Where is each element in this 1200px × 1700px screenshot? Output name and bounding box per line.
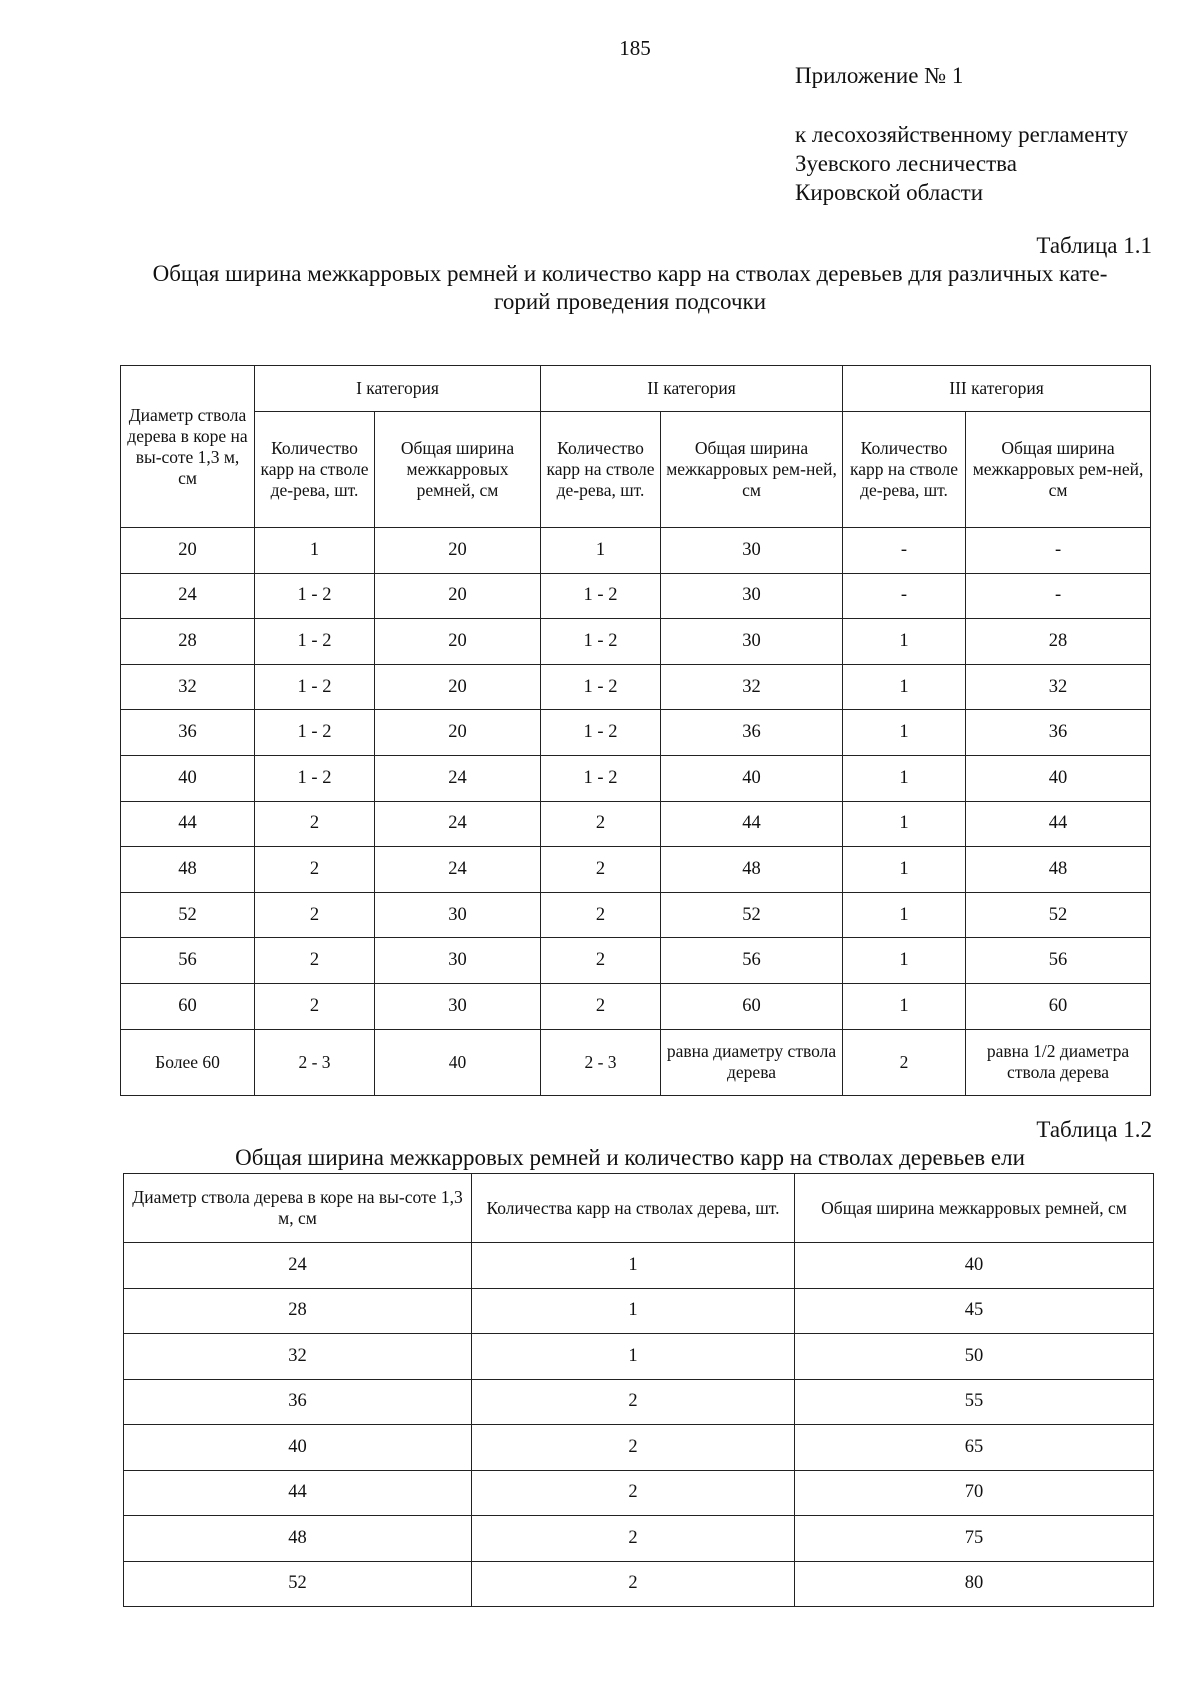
table-cell: 2	[255, 983, 375, 1029]
appendix-line: Зуевского лесничества	[795, 151, 1017, 176]
table-cell: 1 - 2	[541, 755, 661, 801]
table-cell: 1	[843, 801, 966, 847]
table-cell: 1 - 2	[255, 755, 375, 801]
header-cat1-count: Количество карр на стволе де-рева, шт.	[255, 412, 375, 528]
table-cell: 48	[121, 847, 255, 893]
table-cell: 2	[541, 847, 661, 893]
table-cell: 24	[375, 847, 541, 893]
table-cell: 40	[795, 1243, 1154, 1289]
table-cell: 2	[472, 1379, 795, 1425]
table-cell: 44	[124, 1470, 472, 1516]
page-number: 185	[619, 36, 651, 60]
table-row	[124, 1288, 1154, 1334]
table-row	[121, 619, 1151, 665]
table-cell: равна 1/2 диаметра ствола дерева	[966, 1029, 1151, 1095]
table-cell: 2	[541, 938, 661, 984]
table-cell: 28	[124, 1288, 472, 1334]
table-cell: 30	[375, 892, 541, 938]
table-cell: 30	[661, 573, 843, 619]
table-row	[124, 1561, 1154, 1607]
table-cell: 32	[966, 664, 1151, 710]
table-row	[121, 847, 1151, 893]
header-category-1: I категория	[255, 366, 541, 412]
table-cell: 30	[375, 983, 541, 1029]
header-diameter: Диаметр ствола дерева в коре на вы-соте 1,3 м, см	[124, 1174, 472, 1243]
table-cell: 40	[124, 1425, 472, 1471]
table-cell: 1 - 2	[255, 619, 375, 665]
table-cell: 70	[795, 1470, 1154, 1516]
table-row	[121, 801, 1151, 847]
table-cell: 65	[795, 1425, 1154, 1471]
table-cell: 24	[375, 801, 541, 847]
table-cell: 28	[121, 619, 255, 665]
table-cell: 1 - 2	[255, 664, 375, 710]
table-cell: -	[843, 573, 966, 619]
table-row	[121, 1029, 1151, 1095]
table-cell: 44	[966, 801, 1151, 847]
table1-caption	[110, 260, 1150, 316]
table-cell: 32	[661, 664, 843, 710]
table-cell: 40	[121, 755, 255, 801]
header-diameter: Диаметр ствола дерева в коре на вы-соте 1,3 м, см	[121, 366, 255, 528]
tapping-categories-table	[120, 365, 1151, 1096]
table-cell: 2	[472, 1470, 795, 1516]
table-row	[121, 755, 1151, 801]
table-cell: 2	[541, 892, 661, 938]
table-cell: 48	[661, 847, 843, 893]
table-row	[121, 710, 1151, 756]
appendix-subtitle	[795, 120, 1128, 207]
table-cell: 60	[966, 983, 1151, 1029]
table-cell: 2	[255, 892, 375, 938]
table2-label: Таблица 1.2	[1036, 1117, 1152, 1142]
table-cell: 60	[121, 983, 255, 1029]
table-cell: 32	[124, 1334, 472, 1380]
table-cell: 36	[661, 710, 843, 756]
table-cell: 30	[661, 528, 843, 574]
table-cell: 2	[843, 1029, 966, 1095]
table-cell: 32	[121, 664, 255, 710]
table-row	[124, 1470, 1154, 1516]
table-cell: 1	[472, 1243, 795, 1289]
table-cell: 48	[966, 847, 1151, 893]
table-cell: 52	[121, 892, 255, 938]
header-category-3: III категория	[843, 366, 1151, 412]
header-cat3-width: Общая ширина межкарровых рем-ней, см	[966, 412, 1151, 528]
table-cell: -	[966, 528, 1151, 574]
table-cell: 55	[795, 1379, 1154, 1425]
table-cell: 50	[795, 1334, 1154, 1380]
table1-label: Таблица 1.1	[1036, 233, 1152, 258]
table-cell: 48	[124, 1516, 472, 1562]
table-cell: 1 - 2	[541, 710, 661, 756]
table-cell: 1	[255, 528, 375, 574]
table-cell: равна диаметру ствола дерева	[661, 1029, 843, 1095]
table1-caption-line: Общая ширина межкарровых ремней и количество карр на стволах деревьев для различных кате-	[152, 261, 1108, 286]
table-cell: 1	[843, 710, 966, 756]
table-cell: 24	[375, 755, 541, 801]
table-cell: 1	[472, 1288, 795, 1334]
table2-caption: Общая ширина межкарровых ремней и количество карр на стволах деревьев ели	[235, 1145, 1025, 1170]
table-cell: 20	[121, 528, 255, 574]
table-cell: 45	[795, 1288, 1154, 1334]
table-cell: 2	[541, 801, 661, 847]
table-cell: 1	[843, 755, 966, 801]
table-row	[121, 664, 1151, 710]
table-cell: 56	[966, 938, 1151, 984]
table-cell: 1 - 2	[541, 664, 661, 710]
table-cell: 56	[121, 938, 255, 984]
table-cell: 44	[121, 801, 255, 847]
table-cell: 2	[472, 1425, 795, 1471]
header-count: Количества карр на стволах дерева, шт.	[472, 1174, 795, 1243]
table-cell: 1	[843, 664, 966, 710]
table-cell: 30	[375, 938, 541, 984]
table-cell: 75	[795, 1516, 1154, 1562]
table-cell: 36	[121, 710, 255, 756]
table-cell: 1	[472, 1334, 795, 1380]
table-cell: -	[966, 573, 1151, 619]
appendix-title: Приложение № 1	[795, 63, 964, 88]
table-row	[121, 573, 1151, 619]
table-cell: 44	[661, 801, 843, 847]
appendix-line: к лесохозяйственному регламенту	[795, 122, 1129, 147]
header-cat1-width: Общая ширина межкарровых ремней, см	[375, 412, 541, 528]
header-cat2-width: Общая ширина межкарровых рем-ней, см	[661, 412, 843, 528]
table-cell: 40	[966, 755, 1151, 801]
table-cell: 20	[375, 710, 541, 756]
table-cell: 1 - 2	[255, 710, 375, 756]
table-cell: 24	[121, 573, 255, 619]
table-row	[121, 528, 1151, 574]
table-cell: 40	[661, 755, 843, 801]
table-cell: 28	[966, 619, 1151, 665]
table-cell: 52	[661, 892, 843, 938]
table-row	[124, 1334, 1154, 1380]
table-cell: 20	[375, 619, 541, 665]
table-cell: 2 - 3	[541, 1029, 661, 1095]
table-row	[121, 938, 1151, 984]
table-cell: 36	[124, 1379, 472, 1425]
table-cell: -	[843, 528, 966, 574]
table-cell: 20	[375, 664, 541, 710]
spruce-table	[123, 1173, 1154, 1607]
table-cell: 2	[472, 1561, 795, 1607]
table-cell: 2	[255, 801, 375, 847]
table-cell: 20	[375, 528, 541, 574]
table-cell: 1 - 2	[255, 573, 375, 619]
table-cell: 36	[966, 710, 1151, 756]
table-cell: 1	[843, 892, 966, 938]
table-cell: 1	[843, 847, 966, 893]
table-cell: 1	[541, 528, 661, 574]
table-row	[124, 1425, 1154, 1471]
table-cell: 1 - 2	[541, 619, 661, 665]
table-row	[124, 1516, 1154, 1562]
table-cell: 2	[541, 983, 661, 1029]
header-cat3-count: Количество карр на стволе де-рева, шт.	[843, 412, 966, 528]
header-category-2: II категория	[541, 366, 843, 412]
table-cell: 52	[966, 892, 1151, 938]
table-cell: 1	[843, 983, 966, 1029]
table-row	[124, 1243, 1154, 1289]
table-row	[121, 892, 1151, 938]
table-cell: 60	[661, 983, 843, 1029]
header-cat2-count: Количество карр на стволе де-рева, шт.	[541, 412, 661, 528]
table-cell: 56	[661, 938, 843, 984]
table-cell: 52	[124, 1561, 472, 1607]
table-cell: 20	[375, 573, 541, 619]
table1-caption-line: горий проведения подсочки	[493, 289, 767, 314]
table-cell: 30	[661, 619, 843, 665]
table-cell: 24	[124, 1243, 472, 1289]
table-cell: 1	[843, 938, 966, 984]
table-row	[124, 1379, 1154, 1425]
table-cell: Более 60	[121, 1029, 255, 1095]
table-cell: 2 - 3	[255, 1029, 375, 1095]
table-cell: 1 - 2	[541, 573, 661, 619]
table-cell: 80	[795, 1561, 1154, 1607]
table-cell: 2	[255, 847, 375, 893]
table-row	[121, 983, 1151, 1029]
table-cell: 2	[472, 1516, 795, 1562]
table-cell: 40	[375, 1029, 541, 1095]
header-width: Общая ширина межкарровых ремней, см	[795, 1174, 1154, 1243]
table-cell: 2	[255, 938, 375, 984]
table-cell: 1	[843, 619, 966, 665]
appendix-line: Кировской области	[795, 180, 984, 205]
